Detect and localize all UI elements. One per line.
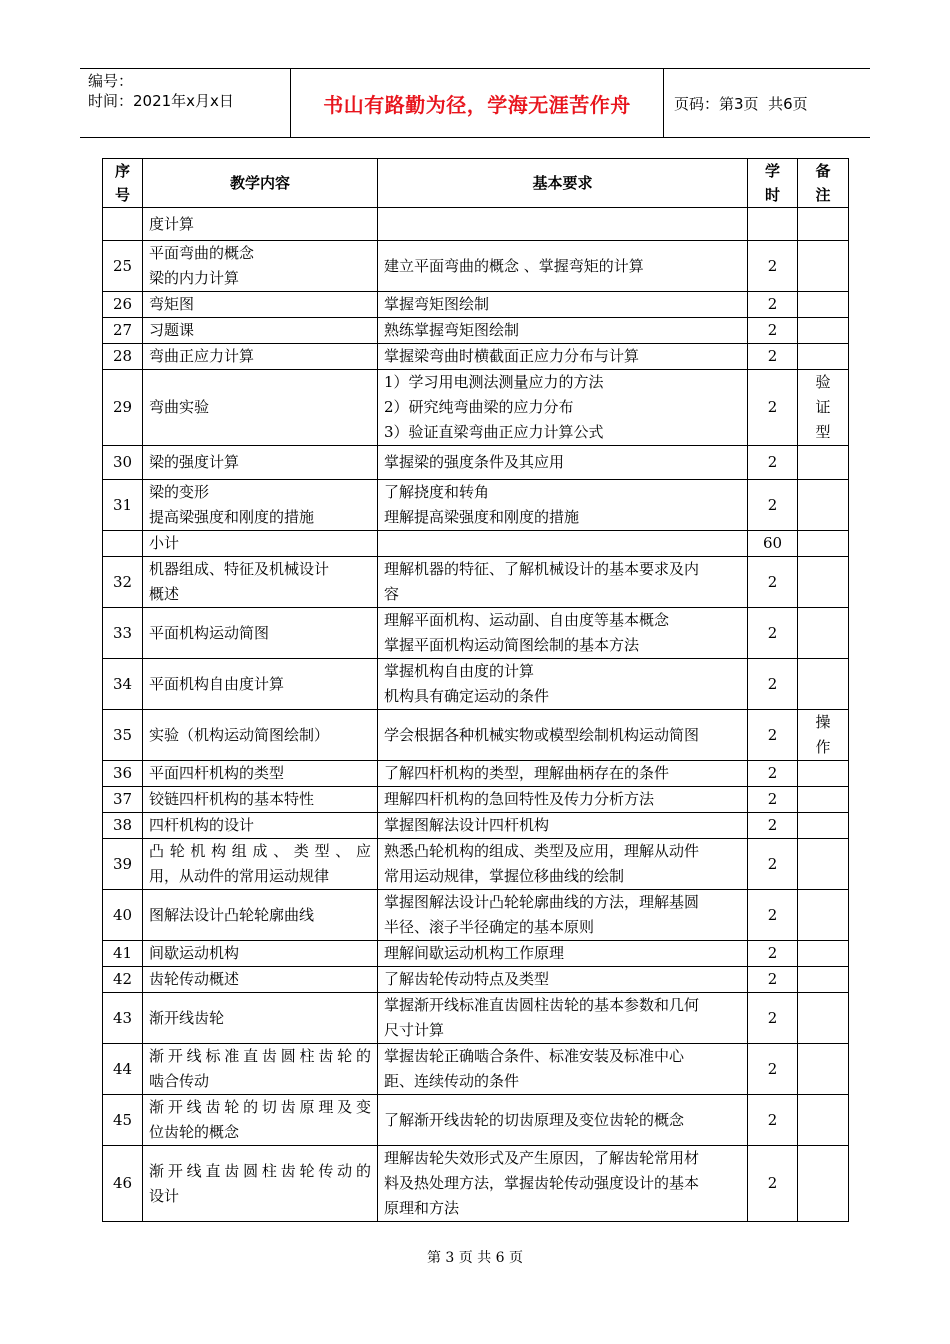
row-number: [103, 531, 143, 557]
requirement-line: 理解提高梁强度和刚度的措施: [384, 508, 580, 526]
header-motto: 书山有路勤为径，学海无涯苦作舟: [290, 69, 664, 137]
header-text: 基本要求: [532, 174, 593, 192]
remark: [798, 480, 849, 531]
header-text: 学: [764, 162, 780, 180]
teaching-content: [143, 531, 378, 557]
table-row: [103, 890, 849, 941]
requirement-line: 常用运动规律，掌握位移曲线的绘制: [384, 867, 625, 885]
teaching-content: [143, 993, 378, 1044]
content-line: 设计: [149, 1186, 180, 1205]
col-header-hours: [748, 159, 798, 208]
row-number: 29: [103, 370, 143, 446]
row-number: 34: [103, 659, 143, 710]
credit-hours: 2: [748, 839, 798, 890]
content-line: 渐开线齿轮的切齿原理及变: [149, 1098, 371, 1116]
basic-requirement: [378, 370, 748, 446]
table-row: [103, 208, 849, 241]
teaching-content: [143, 208, 378, 241]
remark: [798, 531, 849, 557]
header-page-info: [664, 69, 870, 137]
syllabus-table: [102, 158, 849, 1222]
remark: [798, 839, 849, 890]
credit-hours: 2: [748, 292, 798, 318]
requirement-line: 掌握梁弯曲时横截面正应力分布与计算: [384, 347, 640, 365]
content-line: 渐开线齿轮: [149, 1008, 225, 1027]
row-number: 36: [103, 761, 143, 787]
content-line: 平面机构运动简图: [149, 623, 270, 642]
requirement-line: 掌握渐开线标准直齿圆柱齿轮的基本参数和几何: [384, 996, 700, 1014]
header-text: 号: [114, 186, 130, 204]
basic-requirement: [378, 761, 748, 787]
row-number: 31: [103, 480, 143, 531]
requirement-line: 容: [384, 585, 400, 603]
requirement-line: 了解渐开线齿轮的切齿原理及变位齿轮的概念: [384, 1110, 685, 1129]
table-row: [103, 1095, 849, 1146]
row-number: 26: [103, 292, 143, 318]
basic-requirement: [378, 292, 748, 318]
header-text: 序: [114, 162, 130, 180]
requirement-line: 掌握平面机构运动简图绘制的基本方法: [384, 636, 640, 654]
remark: [798, 1044, 849, 1095]
teaching-content: [143, 557, 378, 608]
remark-line: 作: [815, 738, 831, 756]
table-row: [103, 446, 849, 480]
col-header-content: [143, 159, 378, 208]
col-header-requirement: [378, 159, 748, 208]
table-row: [103, 344, 849, 370]
requirement-line: 半径、滚子半径确定的基本原则: [384, 918, 595, 936]
requirement-line: 理解平面机构、运动副、自由度等基本概念: [384, 611, 670, 629]
serial-label: 编号：: [88, 72, 134, 90]
remark-line: 验: [815, 373, 831, 391]
remark: [798, 993, 849, 1044]
teaching-content: [143, 659, 378, 710]
basic-requirement: [378, 241, 748, 292]
credit-hours: 2: [748, 710, 798, 761]
teaching-content: [143, 608, 378, 659]
teaching-content: [143, 292, 378, 318]
basic-requirement: [378, 1095, 748, 1146]
table-row: [103, 292, 849, 318]
requirement-line: 理解齿轮失效形式及产生原因，了解齿轮常用材: [384, 1149, 700, 1167]
table-row: [103, 761, 849, 787]
remark: [798, 659, 849, 710]
basic-requirement: [378, 344, 748, 370]
remark-line: 型: [815, 423, 831, 441]
basic-requirement: [378, 941, 748, 967]
requirement-line: 熟悉凸轮机构的组成、类型及应用，理解从动件: [384, 842, 700, 860]
table-row: [103, 787, 849, 813]
content-line: 渐开线标准直齿圆柱齿轮的: [149, 1047, 371, 1065]
basic-requirement: [378, 710, 748, 761]
table-row: [103, 370, 849, 446]
content-line: 实验（机构运动简图绘制）: [149, 725, 330, 744]
teaching-content: [143, 480, 378, 531]
teaching-content: [143, 318, 378, 344]
content-line: 凸轮机构组成、类型、应: [149, 842, 371, 860]
content-line: 间歇运动机构: [149, 944, 240, 962]
remark: [798, 557, 849, 608]
basic-requirement: [378, 608, 748, 659]
teaching-content: [143, 710, 378, 761]
credit-hours: 2: [748, 557, 798, 608]
credit-hours: 2: [748, 890, 798, 941]
table-row: [103, 557, 849, 608]
content-line: 弯曲实验: [149, 398, 210, 416]
credit-hours: 2: [748, 813, 798, 839]
table-row: [103, 993, 849, 1044]
basic-requirement: [378, 318, 748, 344]
row-number: 44: [103, 1044, 143, 1095]
remark: [798, 941, 849, 967]
table-header-row: [103, 159, 849, 208]
row-number: 43: [103, 993, 143, 1044]
credit-hours: 2: [748, 941, 798, 967]
credit-hours: 2: [748, 787, 798, 813]
remark-line: 操: [815, 713, 831, 731]
content-line: 梁的变形: [149, 483, 210, 501]
requirement-line: 尺寸计算: [384, 1021, 445, 1039]
basic-requirement: [378, 787, 748, 813]
credit-hours: 60: [748, 531, 798, 557]
row-number: 28: [103, 344, 143, 370]
table-body: [103, 208, 849, 1222]
teaching-content: [143, 370, 378, 446]
credit-hours: 2: [748, 480, 798, 531]
basic-requirement: [378, 890, 748, 941]
content-line: 概述: [149, 585, 180, 603]
requirement-line: 学会根据各种机械实物或模型绘制机构运动简图: [384, 725, 700, 744]
credit-hours: 2: [748, 993, 798, 1044]
table-row: [103, 967, 849, 993]
content-line: 弯矩图: [149, 295, 195, 313]
page-info-text: 页码：第3页 共6页: [674, 94, 808, 113]
basic-requirement: [378, 557, 748, 608]
credit-hours: 2: [748, 344, 798, 370]
content-line: 机器组成、特征及机械设计: [149, 560, 330, 578]
remark: [798, 241, 849, 292]
credit-hours: 2: [748, 1095, 798, 1146]
remark: [798, 890, 849, 941]
basic-requirement: [378, 1146, 748, 1222]
content-line: 提高梁强度和刚度的措施: [149, 508, 315, 526]
row-number: 40: [103, 890, 143, 941]
teaching-content: [143, 446, 378, 480]
remark-line: 证: [815, 398, 831, 416]
remark: [798, 446, 849, 480]
basic-requirement: [378, 480, 748, 531]
requirement-line: 掌握齿轮正确啮合条件、标准安装及标准中心: [384, 1047, 685, 1065]
row-number: 39: [103, 839, 143, 890]
content-line: 用，从动件的常用运动规律: [149, 867, 330, 885]
page-header: [80, 68, 870, 138]
credit-hours: 2: [748, 659, 798, 710]
table-row: [103, 941, 849, 967]
credit-hours: 2: [748, 608, 798, 659]
basic-requirement: [378, 839, 748, 890]
remark: [798, 1095, 849, 1146]
basic-requirement: [378, 531, 748, 557]
table-row: [103, 241, 849, 292]
header-text: 注: [815, 186, 831, 204]
requirement-line: 掌握弯矩图绘制: [384, 295, 490, 313]
teaching-content: [143, 1044, 378, 1095]
teaching-content: [143, 241, 378, 292]
row-number: 45: [103, 1095, 143, 1146]
requirement-line: 理解机器的特征、了解机械设计的基本要求及内: [384, 560, 700, 578]
date-label: 时间：2021年x月x日: [88, 92, 234, 110]
remark: [798, 344, 849, 370]
remark: [798, 787, 849, 813]
row-number: [103, 208, 143, 241]
content-line: 位齿轮的概念: [149, 1123, 240, 1141]
content-line: 小计: [149, 534, 180, 552]
table-row: [103, 1044, 849, 1095]
requirement-line: 1）学习用电测法测量应力的方法: [384, 373, 604, 391]
table-row: [103, 531, 849, 557]
content-line: 齿轮传动概述: [149, 970, 240, 988]
content-line: 啮合传动: [149, 1072, 210, 1090]
requirement-line: 建立平面弯曲的概念 、掌握弯矩的计算: [384, 256, 644, 275]
remark: [798, 208, 849, 241]
requirement-line: 掌握图解法设计凸轮轮廓曲线的方法，理解基圆: [384, 893, 700, 911]
table-row: [103, 813, 849, 839]
basic-requirement: [378, 813, 748, 839]
content-line: 平面机构自由度计算: [149, 674, 285, 693]
table-row: [103, 1146, 849, 1222]
remark: [798, 761, 849, 787]
credit-hours: 2: [748, 318, 798, 344]
teaching-content: [143, 967, 378, 993]
requirement-line: 3）验证直梁弯曲正应力计算公式: [384, 423, 604, 441]
teaching-content: [143, 941, 378, 967]
content-line: 平面弯曲的概念: [149, 244, 255, 262]
table-row: [103, 710, 849, 761]
col-header-no: [103, 159, 143, 208]
basic-requirement: [378, 208, 748, 241]
header-meta: [80, 69, 290, 137]
content-line: 平面四杆机构的类型: [149, 764, 285, 782]
teaching-content: [143, 787, 378, 813]
content-line: 度计算: [149, 214, 195, 233]
table-row: [103, 839, 849, 890]
content-line: 梁的强度计算: [149, 453, 240, 471]
table-row: [103, 659, 849, 710]
row-number: 33: [103, 608, 143, 659]
content-line: 梁的内力计算: [149, 269, 240, 287]
remark: [798, 292, 849, 318]
requirement-line: 原理和方法: [384, 1199, 460, 1217]
teaching-content: [143, 1095, 378, 1146]
header-text: 教学内容: [229, 174, 290, 192]
teaching-content: [143, 890, 378, 941]
requirement-line: 机构具有确定运动的条件: [384, 687, 550, 705]
requirement-line: 理解四杆机构的急回特性及传力分析方法: [384, 790, 655, 808]
remark: [798, 370, 849, 446]
col-header-remark: [798, 159, 849, 208]
row-number: 30: [103, 446, 143, 480]
content-line: 渐开线直齿圆柱齿轮传动的: [149, 1161, 371, 1180]
content-line: 铰链四杆机构的基本特性: [149, 790, 315, 808]
row-number: 37: [103, 787, 143, 813]
row-number: 41: [103, 941, 143, 967]
requirement-line: 距、连续传动的条件: [384, 1072, 520, 1090]
credit-hours: 2: [748, 241, 798, 292]
content-line: 四杆机构的设计: [149, 816, 255, 834]
row-number: 42: [103, 967, 143, 993]
content-line: 图解法设计凸轮轮廓曲线: [149, 905, 315, 924]
teaching-content: [143, 839, 378, 890]
table-row: [103, 480, 849, 531]
table-row: [103, 608, 849, 659]
requirement-line: 掌握图解法设计四杆机构: [384, 816, 550, 834]
row-number: 27: [103, 318, 143, 344]
credit-hours: 2: [748, 1146, 798, 1222]
header-text: 备: [815, 162, 831, 180]
basic-requirement: [378, 993, 748, 1044]
requirement-line: 了解挠度和转角: [384, 483, 490, 501]
credit-hours: [748, 208, 798, 241]
credit-hours: 2: [748, 446, 798, 480]
content-line: 弯曲正应力计算: [149, 347, 255, 365]
credit-hours: 2: [748, 1044, 798, 1095]
requirement-line: 2）研究纯弯曲梁的应力分布: [384, 398, 574, 416]
row-number: 46: [103, 1146, 143, 1222]
remark: [798, 1146, 849, 1222]
teaching-content: [143, 813, 378, 839]
row-number: 35: [103, 710, 143, 761]
header-text: 时: [764, 186, 780, 204]
requirement-line: 了解四杆机构的类型，理解曲柄存在的条件: [384, 764, 670, 782]
remark: [798, 967, 849, 993]
remark: [798, 608, 849, 659]
table-row: [103, 318, 849, 344]
basic-requirement: [378, 446, 748, 480]
remark: [798, 710, 849, 761]
row-number: 25: [103, 241, 143, 292]
requirement-line: 理解间歇运动机构工作原理: [384, 944, 565, 962]
basic-requirement: [378, 967, 748, 993]
requirement-line: 了解齿轮传动特点及类型: [384, 970, 550, 988]
content-line: 习题课: [149, 321, 195, 339]
credit-hours: 2: [748, 370, 798, 446]
teaching-content: [143, 761, 378, 787]
basic-requirement: [378, 659, 748, 710]
requirement-line: 掌握机构自由度的计算: [384, 662, 535, 680]
row-number: 32: [103, 557, 143, 608]
teaching-content: [143, 344, 378, 370]
requirement-line: 熟练掌握弯矩图绘制: [384, 321, 520, 339]
requirement-line: 掌握梁的强度条件及其应用: [384, 453, 565, 471]
teaching-content: [143, 1146, 378, 1222]
requirement-line: 料及热处理方法，掌握齿轮传动强度设计的基本: [384, 1174, 700, 1192]
basic-requirement: [378, 1044, 748, 1095]
credit-hours: 2: [748, 967, 798, 993]
remark: [798, 813, 849, 839]
credit-hours: 2: [748, 761, 798, 787]
remark: [798, 318, 849, 344]
row-number: 38: [103, 813, 143, 839]
page-footer: 第 3 页 共 6 页: [426, 1250, 524, 1266]
